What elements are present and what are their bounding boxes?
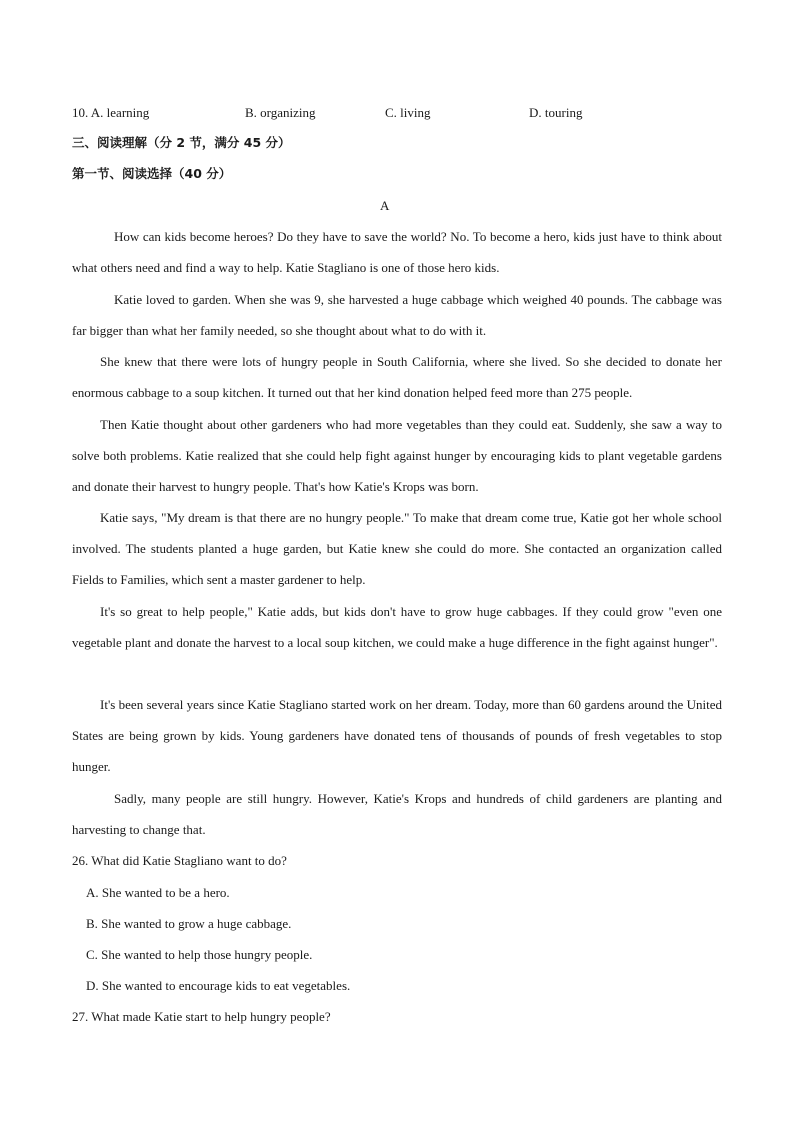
q10-option-d: D. touring (529, 105, 583, 120)
paragraph-3: She knew that there were lots of hungry people in South California, where she lived. So she decided to donate her enormous cabbage to a soup kitchen. It turned out that her kind donation helped feed more than 275 people. (72, 354, 722, 401)
paragraph-8: Sadly, many people are still hungry. However, Katie's Krops and hundreds of child gardeners are planting and harvesting to change that. (72, 791, 722, 838)
question-26-option-d: D. She wanted to encourage kids to eat vegetables. (86, 978, 351, 993)
question-27-stem: 27. What made Katie start to help hungry people? (72, 1009, 331, 1024)
q10-option-b: B. organizing (245, 105, 316, 120)
passage-label: A (380, 198, 390, 213)
paragraph-4: Then Katie thought about other gardeners who had more vegetables than they could eat. Suddenly, she saw a way to solve both problems. Katie realized that she could help fight against hunger by encouraging kids to plant vegetable gardens and donate their harvest to hungry people. That's how Katie's Krops was born. (72, 417, 722, 495)
question-26-option-a: A. She wanted to be a hero. (86, 885, 230, 900)
paragraph-1: How can kids become heroes? Do they have to save the world? No. To become a hero, kids just have to think about what others need and find a way to help. Katie Stagliano is one of those hero kids. (72, 229, 722, 276)
q10-option-a: 10. A. learning (72, 105, 150, 120)
q10-option-c: C. living (385, 105, 431, 120)
question-26-stem: 26. What did Katie Stagliano want to do? (72, 853, 287, 868)
paragraph-2: Katie loved to garden. When she was 9, she harvested a huge cabbage which weighed 40 pounds. The cabbage was far bigger than what her family needed, so she thought about what to do with it. (72, 292, 722, 339)
section-heading: 三、阅读理解（分 2 节，满分 45 分） (72, 135, 291, 150)
paragraph-6: It's so great to help people," Katie adds, but kids don't have to grow huge cabbages. If they could grow "even one vegetable plant and donate the harvest to a local soup kitchen, we could make a huge difference in the fight against hunger". (72, 604, 722, 651)
paragraph-7: It's been several years since Katie Stagliano started work on her dream. Today, more than 60 gardens around the United States are being grown by kids. Young gardeners have donated tens of thousands of pounds of fresh vegetables to stop hunger. (72, 697, 722, 775)
question-26-option-b: B. She wanted to grow a huge cabbage. (86, 916, 292, 931)
question-26-option-c: C. She wanted to help those hungry people. (86, 947, 313, 962)
paragraph-5: Katie says, "My dream is that there are no hungry people." To make that dream come true, Katie got her whole school involved. The students planted a huge garden, but Katie knew she could do more. She contacted an organization called Fields to Families, which sent a master gardener to help. (72, 510, 722, 588)
subsection-heading: 第一节、阅读选择（40 分） (72, 166, 232, 181)
